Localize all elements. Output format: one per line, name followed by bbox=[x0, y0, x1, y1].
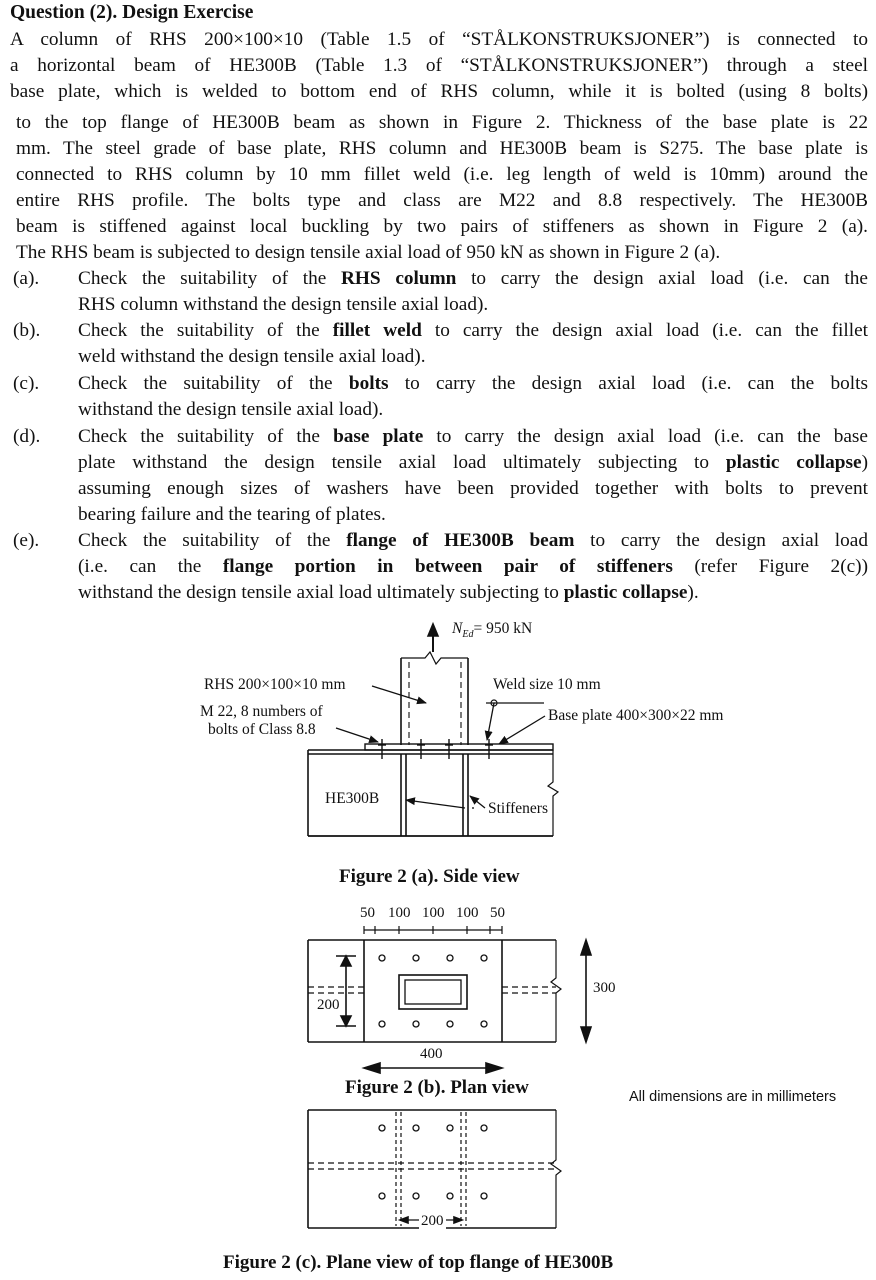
question-heading: Question (2). Design Exercise bbox=[10, 2, 254, 23]
flange-view-drawing bbox=[308, 1110, 561, 1228]
intro-line: The RHS beam is subjected to design tensile axial load of 950 kN as shown in Figure 2 (a). bbox=[16, 242, 721, 263]
figure-2a-caption: Figure 2 (a). Side view bbox=[339, 866, 520, 887]
dim-200-flange: 200 bbox=[421, 1213, 444, 1229]
bolts-label-line2: bolts of Class 8.8 bbox=[208, 721, 316, 738]
item-label: (b). bbox=[13, 320, 41, 341]
spacing-dim: 100 bbox=[388, 905, 411, 921]
dim-400: 400 bbox=[420, 1046, 443, 1062]
item-label: (d). bbox=[13, 426, 41, 447]
item-label: (c). bbox=[13, 373, 40, 394]
bolt-marks bbox=[378, 739, 493, 759]
figure-2b-caption: Figure 2 (b). Plan view bbox=[345, 1077, 529, 1098]
intro-line: to the top flange of HE300B beam as shown in Figure 2. Thickness of the base plate is 22 bbox=[16, 112, 868, 133]
intro-line: beam is stiffened against local buckling by two pairs of stiffeners as shown in Figure 2 (a). bbox=[16, 216, 868, 237]
base-plate-label: Base plate 400×300×22 mm bbox=[548, 707, 724, 724]
plan-bolts bbox=[379, 955, 487, 1027]
spacing-dim: 100 bbox=[456, 905, 479, 921]
base-plate bbox=[365, 744, 553, 750]
intro-line: base plate, which is welded to bottom end of RHS column, while it is bolted (using 8 bolts) bbox=[10, 81, 868, 102]
figure-2c-caption: Figure 2 (c). Plane view of top flange of HE300B bbox=[223, 1252, 614, 1273]
load-label: $N_{Ed}= 950$ kN bbox=[452, 620, 533, 641]
beam-label: HE300B bbox=[325, 790, 380, 807]
spacing-dim: 100 bbox=[422, 905, 445, 921]
spacing-dim: 50 bbox=[360, 905, 375, 921]
units-note: All dimensions are in millimeters bbox=[629, 1089, 837, 1105]
item-label: (a). bbox=[13, 268, 40, 289]
intro-line: connected to RHS column by 10 mm fillet weld (i.e. leg length of weld is 10mm) around the bbox=[16, 164, 868, 185]
item-label: (e). bbox=[13, 530, 40, 551]
weld-label: Weld size 10 mm bbox=[493, 676, 601, 693]
plan-view-drawing bbox=[308, 926, 591, 1073]
intro-line: mm. The steel grade of base plate, RHS column and HE300B beam is S275. The base plate is bbox=[16, 138, 868, 159]
intro-line: entire RHS profile. The bolts type and class are M22 and 8.8 respectively. The HE300B bbox=[16, 190, 868, 211]
intro-line: a horizontal beam of HE300B (Table 1.3 of “STÅLKONSTRUKSJONER”) through a steel bbox=[10, 55, 868, 76]
flange-bolts bbox=[379, 1125, 487, 1199]
dim-200-plan: 200 bbox=[317, 997, 340, 1013]
rhs-label: RHS 200×100×10 mm bbox=[204, 676, 346, 693]
dim-300: 300 bbox=[593, 980, 616, 996]
stiffeners-label: Stiffeners bbox=[488, 800, 548, 817]
bolts-label-line1: M 22, 8 numbers of bbox=[200, 703, 323, 720]
spacing-dim: 50 bbox=[490, 905, 505, 921]
intro-line: A column of RHS 200×100×10 (Table 1.5 of “STÅLKONSTRUKSJONER”) is connected to bbox=[10, 29, 868, 50]
